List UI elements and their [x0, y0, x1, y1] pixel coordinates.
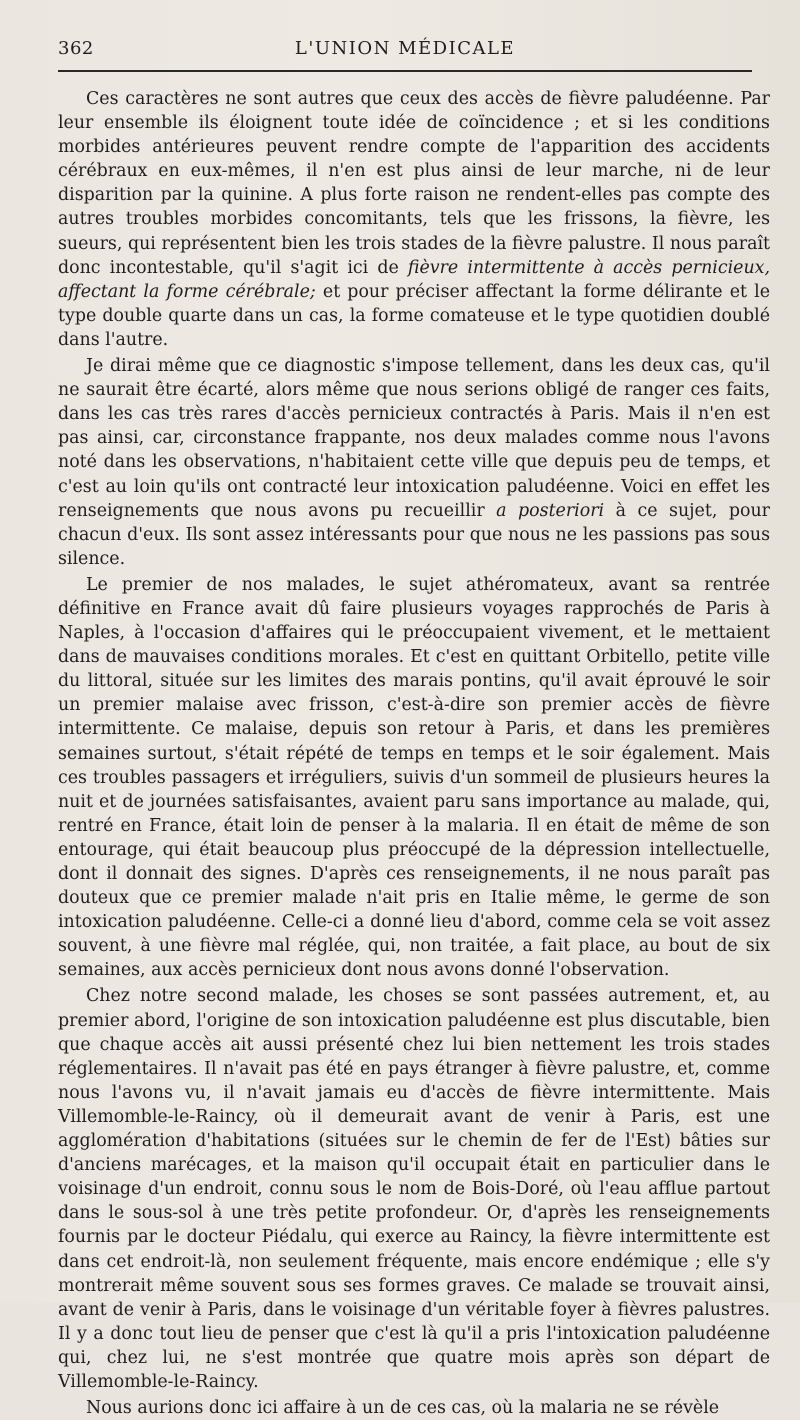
running-title: L'UNION MÉDICALE	[294, 38, 516, 59]
page-header	[58, 36, 752, 66]
paragraph-italic: a posteriori	[496, 500, 605, 521]
paragraph-text: Ces caractères ne sont autres que ceux des accès de fièvre paludéenne. Par leur ensemble ils éloignent toute idée de coïncidence ; et si les conditions morbides antérieures peuvent rendre compte de l'apparition des accidents cérébraux en eux-mêmes, il n'en est plus ainsi de leur marche, ni de leur disparition par la quinine. A plus forte raison ne rendent-elles pas compte des autres troubles morbides concomitants, tels que les frissons, la fièvre, les sueurs, qui représentent bien les trois stades de la fièvre palustre. Il nous paraît donc incontestable, qu'il s'agit ici de	[58, 89, 770, 278]
paragraph	[58, 354, 770, 571]
paragraph	[58, 573, 770, 983]
page-number: 362	[58, 38, 94, 59]
header-rule	[58, 70, 752, 72]
paragraph-text: Chez notre second malade, les choses se sont passées autrement, et, au premier abord, l'origine de son intoxication paludéenne est plus discutable, bien que chaque accès ait aussi présenté chez lui bien nettement les trois stades réglementaires. Il n'avait pas été en pays étranger à fièvre palustre, et, comme nous l'avons vu, il n'avait jamais eu d'accès de fièvre intermittente. Mais Villemomble-le-Raincy, où il demeurait avant de venir à Paris, est une agglomération d'habitations (situées sur le chemin de fer de l'Est) bâties sur d'anciens marécages, et la maison qu'il occupait était en particulier dans le voisinage d'un endroit, connu sous le nom de Bois-Doré, où l'eau afflue partout dans le sous-sol à une très petite profondeur. Or, d'après les renseignements fournis par le docteur Piédalu, qui exerce au Raincy, la fièvre intermittente est dans cet endroit-là, non seulement fréquente, mais encore endémique ; elle s'y montrerait même souvent sous ses formes graves. Ce malade se trouvait ainsi, avant de venir à Paris, dans le voisinage d'un véritable foyer à fièvres palustres. Il y a donc tout lieu de penser que c'est là qu'il a pris l'intoxication paludéenne qui, chez lui, ne s'est montrée que quatre mois après son départ de Villemomble-le-Raincy.	[58, 986, 770, 1392]
paragraph-italic: fièvre intermittente à accès pernicieux, affectant la forme cérébrale;	[58, 257, 770, 302]
article-body	[58, 87, 770, 1420]
paragraph	[58, 984, 770, 1394]
paragraph-text: Je dirai même que ce diagnostic s'impose tellement, dans les deux cas, qu'il ne saurait être écarté, alors même que nous serions obligé de ranger ces faits, dans les cas très rares d'accès pernicieux contractés à Paris. Mais il n'en est pas ainsi, car, circonstance frappante, nos deux malades comme nous l'avons noté dans les observations, n'habitaient cette ville que depuis peu de temps, et c'est au loin qu'ils ont contracté leur intoxication paludéenne. Voici en effet les renseignements que nous avons pu recueillir	[58, 356, 770, 521]
paragraph-text: Nous aurions donc ici affaire à un de ces cas, où la malaria ne se révèle	[86, 1398, 720, 1419]
paragraph-text: Le premier de nos malades, le sujet athéromateux, avant sa rentrée définitive en France avait dû faire plusieurs voyages rapprochés de Paris à Naples, à l'occasion d'affaires qui le préoccupaient vivement, et le mettaient dans de mauvaises conditions morales. Et c'est en quittant Orbitello, petite ville du littoral, située sur les limites des marais pontins, qu'il avait éprouvé le soir un premier malaise avec frisson, c'est-à-dire son premier accès de fièvre intermittente. Ce malaise, depuis son retour à Paris, et dans les premières semaines surtout, s'était répété de temps en temps et le soir également. Mais ces troubles passagers et irréguliers, suivis d'un sommeil de plusieurs heures la nuit et de journées satisfaisantes, avaient paru sans importance au malade, qui, rentré en France, était loin de penser à la malaria. Il en était de même de son entourage, qui était beaucoup plus préoccupé de la dépression intellectuelle, dont il donnait des signes. D'après ces renseignements, il ne nous paraît pas douteux que ce premier malade n'ait pris en Italie même, le germe de son intoxication paludéenne. Celle-ci a donné lieu d'abord, comme cela se voit assez souvent, à une fièvre mal réglée, qui, non traitée, a fait place, au bout de six semaines, aux accès pernicieux dont nous avons donné l'observation.	[58, 574, 770, 981]
paragraph	[58, 87, 770, 352]
paragraph-text: à ce sujet, pour chacun d'eux. Ils sont assez intéressants pour que nous ne les passions pas sous silence.	[58, 500, 770, 569]
paragraph	[58, 1396, 770, 1420]
paragraph-text: et pour préciser affectant la forme délirante et le type double quarte dans un cas, la forme comateuse et le type quotidien doublé dans l'autre.	[58, 281, 770, 350]
